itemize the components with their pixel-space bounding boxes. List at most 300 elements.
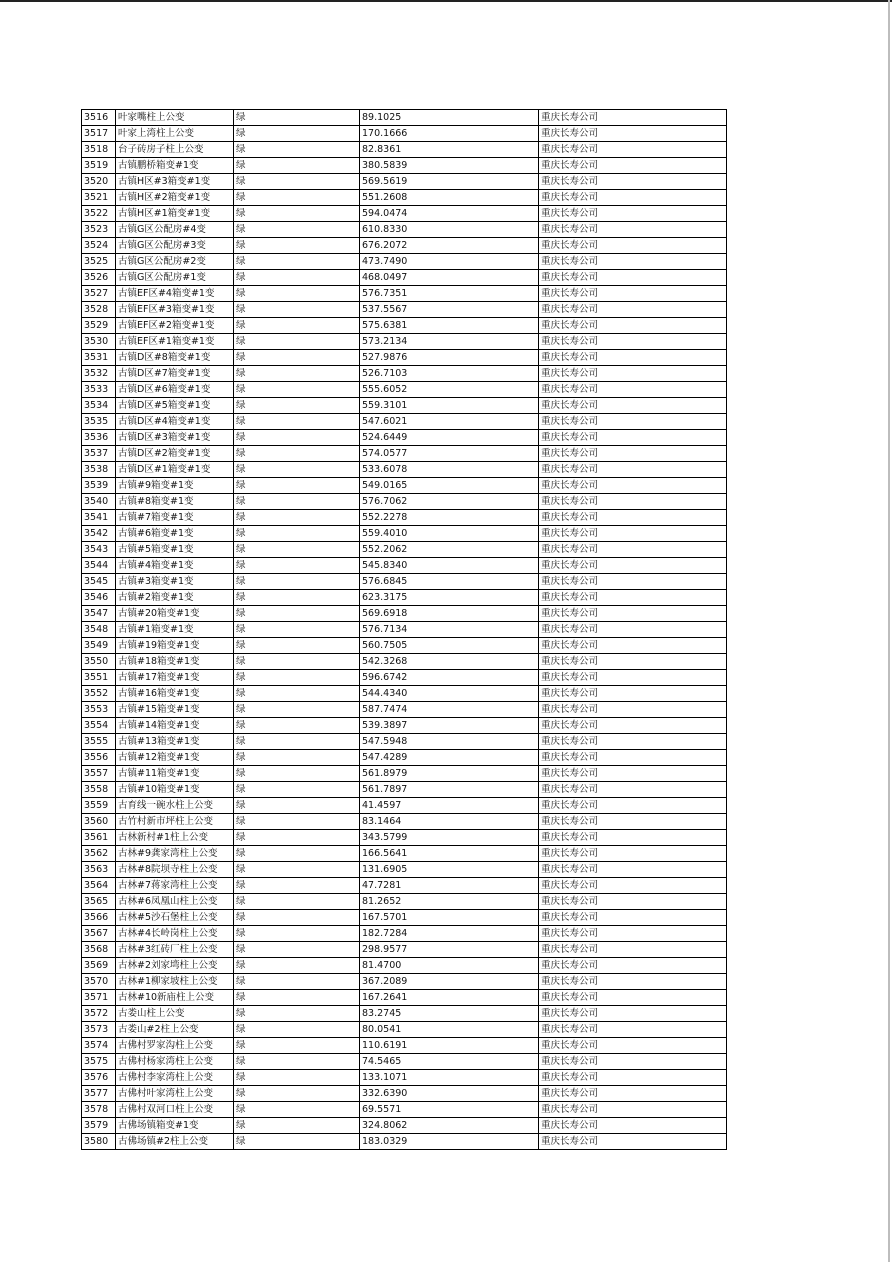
status-color-cell: 绿: [234, 318, 360, 334]
station-name-cell: 古林#6凤凰山柱上公变: [116, 894, 234, 910]
value-cell: 594.0474: [360, 206, 539, 222]
company-cell: 重庆长寿公司: [539, 174, 727, 190]
status-color-cell: 绿: [234, 702, 360, 718]
value-cell: 298.9577: [360, 942, 539, 958]
company-cell: 重庆长寿公司: [539, 1006, 727, 1022]
value-cell: 623.3175: [360, 590, 539, 606]
value-cell: 380.5839: [360, 158, 539, 174]
station-name-cell: 古镇#1箱变#1变: [116, 622, 234, 638]
company-cell: 重庆长寿公司: [539, 334, 727, 350]
company-cell: 重庆长寿公司: [539, 366, 727, 382]
status-color-cell: 绿: [234, 798, 360, 814]
company-cell: 重庆长寿公司: [539, 254, 727, 270]
value-cell: 610.8330: [360, 222, 539, 238]
status-color-cell: 绿: [234, 558, 360, 574]
row-number-cell: 3536: [82, 430, 116, 446]
status-color-cell: 绿: [234, 190, 360, 206]
value-cell: 552.2062: [360, 542, 539, 558]
table-row: [82, 862, 727, 878]
table-row: [82, 638, 727, 654]
value-cell: 559.3101: [360, 398, 539, 414]
company-cell: 重庆长寿公司: [539, 910, 727, 926]
value-cell: 539.3897: [360, 718, 539, 734]
row-number-cell: 3520: [82, 174, 116, 190]
table-row: [82, 974, 727, 990]
status-color-cell: 绿: [234, 814, 360, 830]
value-cell: 561.8979: [360, 766, 539, 782]
status-color-cell: 绿: [234, 462, 360, 478]
table-row: [82, 798, 727, 814]
status-color-cell: 绿: [234, 606, 360, 622]
station-name-cell: 古佛场镇箱变#1变: [116, 1118, 234, 1134]
value-cell: 549.0165: [360, 478, 539, 494]
table-row: [82, 446, 727, 462]
company-cell: 重庆长寿公司: [539, 670, 727, 686]
table-row: [82, 846, 727, 862]
company-cell: 重庆长寿公司: [539, 222, 727, 238]
status-color-cell: 绿: [234, 382, 360, 398]
value-cell: 561.7897: [360, 782, 539, 798]
value-cell: 547.4289: [360, 750, 539, 766]
station-name-cell: 古镇D区#2箱变#1变: [116, 446, 234, 462]
status-color-cell: 绿: [234, 782, 360, 798]
row-number-cell: 3527: [82, 286, 116, 302]
status-color-cell: 绿: [234, 1006, 360, 1022]
station-name-cell: 古镇EF区#1箱变#1变: [116, 334, 234, 350]
row-number-cell: 3539: [82, 478, 116, 494]
value-cell: 537.5567: [360, 302, 539, 318]
row-number-cell: 3543: [82, 542, 116, 558]
table-row: [82, 1022, 727, 1038]
row-number-cell: 3537: [82, 446, 116, 462]
company-cell: 重庆长寿公司: [539, 830, 727, 846]
station-name-cell: 古娄山#2柱上公变: [116, 1022, 234, 1038]
company-cell: 重庆长寿公司: [539, 990, 727, 1006]
row-number-cell: 3578: [82, 1102, 116, 1118]
company-cell: 重庆长寿公司: [539, 606, 727, 622]
value-cell: 569.5619: [360, 174, 539, 190]
row-number-cell: 3535: [82, 414, 116, 430]
row-number-cell: 3560: [82, 814, 116, 830]
station-name-cell: 古镇#8箱变#1变: [116, 494, 234, 510]
row-number-cell: 3562: [82, 846, 116, 862]
company-cell: 重庆长寿公司: [539, 158, 727, 174]
table-row: [82, 782, 727, 798]
company-cell: 重庆长寿公司: [539, 1134, 727, 1150]
row-number-cell: 3575: [82, 1054, 116, 1070]
status-color-cell: 绿: [234, 574, 360, 590]
station-name-cell: 古育线一碗水柱上公变: [116, 798, 234, 814]
value-cell: 560.7505: [360, 638, 539, 654]
row-number-cell: 3532: [82, 366, 116, 382]
row-number-cell: 3573: [82, 1022, 116, 1038]
row-number-cell: 3549: [82, 638, 116, 654]
row-number-cell: 3541: [82, 510, 116, 526]
row-number-cell: 3555: [82, 734, 116, 750]
value-cell: 47.7281: [360, 878, 539, 894]
table-row: [82, 958, 727, 974]
company-cell: 重庆长寿公司: [539, 894, 727, 910]
table-row: [82, 382, 727, 398]
row-number-cell: 3523: [82, 222, 116, 238]
company-cell: 重庆长寿公司: [539, 590, 727, 606]
status-color-cell: 绿: [234, 494, 360, 510]
row-number-cell: 3564: [82, 878, 116, 894]
row-number-cell: 3528: [82, 302, 116, 318]
company-cell: 重庆长寿公司: [539, 654, 727, 670]
row-number-cell: 3544: [82, 558, 116, 574]
table-row: [82, 1134, 727, 1150]
status-color-cell: 绿: [234, 430, 360, 446]
value-cell: 559.4010: [360, 526, 539, 542]
row-number-cell: 3525: [82, 254, 116, 270]
row-number-cell: 3556: [82, 750, 116, 766]
status-color-cell: 绿: [234, 174, 360, 190]
station-name-cell: 叶家上湾柱上公变: [116, 126, 234, 142]
value-cell: 81.4700: [360, 958, 539, 974]
value-cell: 574.0577: [360, 446, 539, 462]
row-number-cell: 3566: [82, 910, 116, 926]
row-number-cell: 3542: [82, 526, 116, 542]
status-color-cell: 绿: [234, 670, 360, 686]
status-color-cell: 绿: [234, 926, 360, 942]
table-row: [82, 302, 727, 318]
value-cell: 533.6078: [360, 462, 539, 478]
table-row: [82, 926, 727, 942]
status-color-cell: 绿: [234, 894, 360, 910]
station-name-cell: 古镇#15箱变#1变: [116, 702, 234, 718]
value-cell: 596.6742: [360, 670, 539, 686]
row-number-cell: 3565: [82, 894, 116, 910]
table-row: [82, 910, 727, 926]
value-cell: 80.0541: [360, 1022, 539, 1038]
station-name-cell: 古镇鹏桥箱变#1变: [116, 158, 234, 174]
table-row: [82, 718, 727, 734]
value-cell: 576.7062: [360, 494, 539, 510]
status-color-cell: 绿: [234, 126, 360, 142]
value-cell: 547.6021: [360, 414, 539, 430]
value-cell: 526.7103: [360, 366, 539, 382]
value-cell: 167.2641: [360, 990, 539, 1006]
station-name-cell: 古林#4长岭岗柱上公变: [116, 926, 234, 942]
station-name-cell: 古佛村罗家沟柱上公变: [116, 1038, 234, 1054]
row-number-cell: 3579: [82, 1118, 116, 1134]
company-cell: 重庆长寿公司: [539, 286, 727, 302]
status-color-cell: 绿: [234, 222, 360, 238]
table-row: [82, 238, 727, 254]
value-cell: 74.5465: [360, 1054, 539, 1070]
station-name-cell: 古佛场镇#2柱上公变: [116, 1134, 234, 1150]
row-number-cell: 3561: [82, 830, 116, 846]
status-color-cell: 绿: [234, 414, 360, 430]
company-cell: 重庆长寿公司: [539, 1102, 727, 1118]
status-color-cell: 绿: [234, 286, 360, 302]
table-row: [82, 526, 727, 542]
station-name-cell: 古镇#10箱变#1变: [116, 782, 234, 798]
status-color-cell: 绿: [234, 254, 360, 270]
status-color-cell: 绿: [234, 1118, 360, 1134]
station-name-cell: 古镇#18箱变#1变: [116, 654, 234, 670]
company-cell: 重庆长寿公司: [539, 446, 727, 462]
company-cell: 重庆长寿公司: [539, 302, 727, 318]
table-row: [82, 1086, 727, 1102]
value-cell: 545.8340: [360, 558, 539, 574]
company-cell: 重庆长寿公司: [539, 1022, 727, 1038]
value-cell: 576.6845: [360, 574, 539, 590]
table-body: [82, 110, 727, 1150]
row-number-cell: 3576: [82, 1070, 116, 1086]
row-number-cell: 3574: [82, 1038, 116, 1054]
station-name-cell: 古竹村新市坪柱上公变: [116, 814, 234, 830]
row-number-cell: 3545: [82, 574, 116, 590]
row-number-cell: 3580: [82, 1134, 116, 1150]
company-cell: 重庆长寿公司: [539, 1086, 727, 1102]
value-cell: 547.5948: [360, 734, 539, 750]
company-cell: 重庆长寿公司: [539, 574, 727, 590]
table-row: [82, 574, 727, 590]
table-row: [82, 286, 727, 302]
station-name-cell: 古镇G区公配房#2变: [116, 254, 234, 270]
table-row: [82, 126, 727, 142]
table-row: [82, 318, 727, 334]
status-color-cell: 绿: [234, 1070, 360, 1086]
station-name-cell: 古镇#12箱变#1变: [116, 750, 234, 766]
value-cell: 524.6449: [360, 430, 539, 446]
company-cell: 重庆长寿公司: [539, 1118, 727, 1134]
row-number-cell: 3534: [82, 398, 116, 414]
company-cell: 重庆长寿公司: [539, 1038, 727, 1054]
company-cell: 重庆长寿公司: [539, 926, 727, 942]
row-number-cell: 3554: [82, 718, 116, 734]
table-row: [82, 110, 727, 126]
table-row: [82, 158, 727, 174]
row-number-cell: 3518: [82, 142, 116, 158]
value-cell: 587.7474: [360, 702, 539, 718]
station-name-cell: 古镇G区公配房#1变: [116, 270, 234, 286]
station-name-cell: 古镇D区#4箱变#1变: [116, 414, 234, 430]
value-cell: 468.0497: [360, 270, 539, 286]
company-cell: 重庆长寿公司: [539, 958, 727, 974]
status-color-cell: 绿: [234, 974, 360, 990]
table-row: [82, 1102, 727, 1118]
company-cell: 重庆长寿公司: [539, 638, 727, 654]
row-number-cell: 3521: [82, 190, 116, 206]
station-name-cell: 古镇#5箱变#1变: [116, 542, 234, 558]
table-row: [82, 334, 727, 350]
station-name-cell: 古镇D区#8箱变#1变: [116, 350, 234, 366]
status-color-cell: 绿: [234, 1086, 360, 1102]
status-color-cell: 绿: [234, 686, 360, 702]
company-cell: 重庆长寿公司: [539, 478, 727, 494]
company-cell: 重庆长寿公司: [539, 238, 727, 254]
row-number-cell: 3557: [82, 766, 116, 782]
table-row: [82, 494, 727, 510]
table-row: [82, 430, 727, 446]
station-name-cell: 古林#1柳家坡柱上公变: [116, 974, 234, 990]
station-name-cell: 古镇D区#7箱变#1变: [116, 366, 234, 382]
station-name-cell: 古镇#3箱变#1变: [116, 574, 234, 590]
status-color-cell: 绿: [234, 638, 360, 654]
table-row: [82, 990, 727, 1006]
table-row: [82, 558, 727, 574]
station-name-cell: 古镇D区#6箱变#1变: [116, 382, 234, 398]
table-row: [82, 478, 727, 494]
station-name-cell: 古镇D区#5箱变#1变: [116, 398, 234, 414]
station-name-cell: 古镇#13箱变#1变: [116, 734, 234, 750]
company-cell: 重庆长寿公司: [539, 766, 727, 782]
station-name-cell: 古佛村双河口柱上公变: [116, 1102, 234, 1118]
station-name-cell: 古镇EF区#2箱变#1变: [116, 318, 234, 334]
station-name-cell: 古镇H区#3箱变#1变: [116, 174, 234, 190]
company-cell: 重庆长寿公司: [539, 782, 727, 798]
company-cell: 重庆长寿公司: [539, 430, 727, 446]
company-cell: 重庆长寿公司: [539, 846, 727, 862]
company-cell: 重庆长寿公司: [539, 814, 727, 830]
status-color-cell: 绿: [234, 1022, 360, 1038]
row-number-cell: 3569: [82, 958, 116, 974]
status-color-cell: 绿: [234, 1038, 360, 1054]
company-cell: 重庆长寿公司: [539, 350, 727, 366]
value-cell: 367.2089: [360, 974, 539, 990]
table-row: [82, 510, 727, 526]
row-number-cell: 3571: [82, 990, 116, 1006]
table-row: [82, 1118, 727, 1134]
value-cell: 676.2072: [360, 238, 539, 254]
company-cell: 重庆长寿公司: [539, 622, 727, 638]
value-cell: 527.9876: [360, 350, 539, 366]
table-row: [82, 206, 727, 222]
station-name-cell: 古镇H区#1箱变#1变: [116, 206, 234, 222]
company-cell: 重庆长寿公司: [539, 862, 727, 878]
row-number-cell: 3516: [82, 110, 116, 126]
value-cell: 166.5641: [360, 846, 539, 862]
row-number-cell: 3546: [82, 590, 116, 606]
status-color-cell: 绿: [234, 910, 360, 926]
value-cell: 167.5701: [360, 910, 539, 926]
value-cell: 575.6381: [360, 318, 539, 334]
row-number-cell: 3553: [82, 702, 116, 718]
value-cell: 110.6191: [360, 1038, 539, 1054]
station-name-cell: 古林#5沙石堡柱上公变: [116, 910, 234, 926]
company-cell: 重庆长寿公司: [539, 126, 727, 142]
row-number-cell: 3533: [82, 382, 116, 398]
value-cell: 81.2652: [360, 894, 539, 910]
status-color-cell: 绿: [234, 590, 360, 606]
table-row: [82, 174, 727, 190]
station-name-cell: 古镇#7箱变#1变: [116, 510, 234, 526]
status-color-cell: 绿: [234, 1054, 360, 1070]
value-cell: 89.1025: [360, 110, 539, 126]
value-cell: 569.6918: [360, 606, 539, 622]
value-cell: 324.8062: [360, 1118, 539, 1134]
company-cell: 重庆长寿公司: [539, 718, 727, 734]
station-name-cell: 古林#2刘家塆柱上公变: [116, 958, 234, 974]
station-name-cell: 古镇#2箱变#1变: [116, 590, 234, 606]
status-color-cell: 绿: [234, 766, 360, 782]
value-cell: 170.1666: [360, 126, 539, 142]
status-color-cell: 绿: [234, 398, 360, 414]
table-row: [82, 894, 727, 910]
status-color-cell: 绿: [234, 478, 360, 494]
table-row: [82, 590, 727, 606]
value-cell: 473.7490: [360, 254, 539, 270]
status-color-cell: 绿: [234, 334, 360, 350]
company-cell: 重庆长寿公司: [539, 558, 727, 574]
company-cell: 重庆长寿公司: [539, 974, 727, 990]
table-row: [82, 606, 727, 622]
table-row: [82, 366, 727, 382]
top-border-line: [0, 0, 892, 2]
value-cell: 552.2278: [360, 510, 539, 526]
station-name-cell: 古娄山柱上公变: [116, 1006, 234, 1022]
station-name-cell: 古镇EF区#3箱变#1变: [116, 302, 234, 318]
row-number-cell: 3559: [82, 798, 116, 814]
station-name-cell: 古佛村李家湾柱上公变: [116, 1070, 234, 1086]
value-cell: 332.6390: [360, 1086, 539, 1102]
table-row: [82, 222, 727, 238]
status-color-cell: 绿: [234, 862, 360, 878]
row-number-cell: 3567: [82, 926, 116, 942]
status-color-cell: 绿: [234, 302, 360, 318]
value-cell: 131.6905: [360, 862, 539, 878]
table-row: [82, 1070, 727, 1086]
company-cell: 重庆长寿公司: [539, 462, 727, 478]
company-cell: 重庆长寿公司: [539, 398, 727, 414]
station-name-cell: 古佛村杨家湾柱上公变: [116, 1054, 234, 1070]
table-row: [82, 734, 727, 750]
station-name-cell: 古佛村叶家湾柱上公变: [116, 1086, 234, 1102]
status-color-cell: 绿: [234, 206, 360, 222]
row-number-cell: 3530: [82, 334, 116, 350]
station-name-cell: 古林#9龚家湾柱上公变: [116, 846, 234, 862]
row-number-cell: 3577: [82, 1086, 116, 1102]
right-border-line: [888, 0, 890, 1262]
row-number-cell: 3550: [82, 654, 116, 670]
status-color-cell: 绿: [234, 878, 360, 894]
table-row: [82, 1054, 727, 1070]
value-cell: 555.6052: [360, 382, 539, 398]
company-cell: 重庆长寿公司: [539, 526, 727, 542]
row-number-cell: 3572: [82, 1006, 116, 1022]
row-number-cell: 3540: [82, 494, 116, 510]
company-cell: 重庆长寿公司: [539, 270, 727, 286]
row-number-cell: 3547: [82, 606, 116, 622]
status-color-cell: 绿: [234, 654, 360, 670]
value-cell: 83.2745: [360, 1006, 539, 1022]
table-row: [82, 654, 727, 670]
company-cell: 重庆长寿公司: [539, 414, 727, 430]
value-cell: 69.5571: [360, 1102, 539, 1118]
status-color-cell: 绿: [234, 830, 360, 846]
company-cell: 重庆长寿公司: [539, 110, 727, 126]
company-cell: 重庆长寿公司: [539, 494, 727, 510]
row-number-cell: 3526: [82, 270, 116, 286]
row-number-cell: 3529: [82, 318, 116, 334]
status-color-cell: 绿: [234, 158, 360, 174]
status-color-cell: 绿: [234, 270, 360, 286]
table-row: [82, 830, 727, 846]
table-row: [82, 350, 727, 366]
station-name-cell: 古镇#20箱变#1变: [116, 606, 234, 622]
station-name-cell: 古林#10新庙柱上公变: [116, 990, 234, 1006]
row-number-cell: 3568: [82, 942, 116, 958]
status-color-cell: 绿: [234, 718, 360, 734]
table-row: [82, 142, 727, 158]
status-color-cell: 绿: [234, 366, 360, 382]
value-cell: 573.2134: [360, 334, 539, 350]
station-name-cell: 古镇G区公配房#4变: [116, 222, 234, 238]
station-name-cell: 古镇#11箱变#1变: [116, 766, 234, 782]
